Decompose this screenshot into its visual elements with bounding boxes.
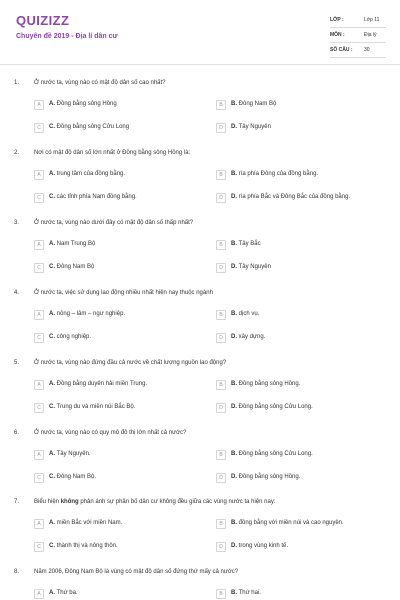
- option-text: Đồng bằng sông Hồng.: [238, 474, 301, 480]
- option-text: Đồng bằng sông Cửu Long.: [238, 404, 313, 410]
- meta-count-value: 30: [364, 47, 370, 53]
- option-letter-box: D: [216, 473, 226, 483]
- option-label: A.: [49, 590, 55, 596]
- option-label: D.: [231, 124, 237, 130]
- question-number: 5.: [14, 360, 20, 366]
- option-label: A.: [49, 311, 55, 317]
- option-text: đồng bằng với miền núi và cao nguyên.: [238, 520, 344, 526]
- option-label: D.: [231, 334, 237, 340]
- option-label: D.: [231, 474, 237, 480]
- option-letter-box: D: [216, 123, 226, 133]
- question-number: 3.: [14, 220, 20, 226]
- option-letter-box: A: [34, 310, 44, 320]
- option-text: công nghiệp.: [56, 334, 92, 340]
- question-number: 8.: [14, 569, 20, 575]
- question-2: [0, 150, 400, 214]
- question-text: Ở nước ta, vùng nào dưới đây có mật độ dân số thấp nhất?: [34, 220, 194, 226]
- question-text: [34, 499, 276, 505]
- option-label: B.: [231, 381, 237, 387]
- option-letter-box: B: [216, 170, 226, 180]
- option-letter-box: A: [34, 589, 44, 599]
- question-number: 4.: [14, 290, 20, 296]
- option-label: C.: [49, 404, 55, 410]
- option-letter-box: A: [34, 519, 44, 529]
- option-letter-box: D: [216, 263, 226, 273]
- option-text: dịch vụ.: [238, 311, 260, 317]
- option-text: Đồng bằng sông Hồng: [56, 101, 117, 107]
- option-text: Đồng bằng sông Hồng.: [238, 381, 301, 387]
- option-text: Đồng bằng sông Cửu Long.: [238, 451, 313, 457]
- option-label: C.: [49, 334, 55, 340]
- question-6: [0, 430, 400, 494]
- option-text: Trung du và miền núi Bắc Bộ.: [56, 404, 136, 410]
- option-text: trung tâm của đồng bằng.: [56, 171, 126, 177]
- option-text: xây dựng.: [238, 334, 266, 340]
- option-letter-box: C: [34, 473, 44, 483]
- option-text: các tỉnh phía Nam đồng bằng.: [56, 194, 137, 200]
- option-label: B.: [231, 520, 237, 526]
- option-label: C.: [49, 474, 55, 480]
- question-text-emphasis: không: [60, 499, 79, 505]
- option-label: D.: [231, 264, 237, 270]
- option-letter-box: A: [34, 380, 44, 390]
- option-text: nông – lâm – ngư nghiệp.: [56, 311, 126, 317]
- option-letter-box: B: [216, 450, 226, 460]
- option-text: trong vùng kinh tế.: [238, 543, 289, 549]
- option-letter-box: D: [216, 403, 226, 413]
- question-1: [0, 80, 400, 144]
- question-text-part: phản ánh sự phân bố dân cư không đều giữa các vùng nước ta hiện nay:: [78, 499, 276, 505]
- option-label: A.: [49, 171, 55, 177]
- question-number: 2.: [14, 150, 20, 156]
- option-label: A.: [49, 101, 55, 107]
- option-letter-box: C: [34, 333, 44, 343]
- option-text: Đông Nam Bộ: [238, 101, 277, 107]
- question-text: Nơi có mật độ dân số lớn nhất ở Đồng bằng sông Hồng là:: [34, 150, 191, 156]
- option-label: A.: [49, 241, 55, 247]
- meta-class-value: Lớp 11: [364, 17, 380, 23]
- option-letter-box: C: [34, 123, 44, 133]
- document-title: Chuyên đề 2019 - Địa lí dân cư: [16, 33, 118, 40]
- question-5: [0, 360, 400, 424]
- option-letter-box: D: [216, 542, 226, 552]
- option-text: Tây Nguyên: [238, 264, 271, 270]
- option-letter-box: A: [34, 450, 44, 460]
- option-letter-box: B: [216, 589, 226, 599]
- option-text: miền Bắc với miền Nam.: [56, 520, 123, 526]
- question-3: [0, 220, 400, 284]
- option-label: A.: [49, 381, 55, 387]
- option-letter-box: C: [34, 403, 44, 413]
- option-letter-box: D: [216, 193, 226, 203]
- option-label: D.: [231, 194, 237, 200]
- option-label: D.: [231, 543, 237, 549]
- question-number: 7.: [14, 499, 20, 505]
- option-text: Đồng bằng sông Cửu Long: [56, 124, 130, 130]
- option-text: Nam Trung Bộ: [56, 241, 96, 247]
- option-label: B.: [231, 311, 237, 317]
- option-text: Thứ hai.: [238, 590, 261, 596]
- option-text: Tây Nguyên.: [56, 451, 91, 457]
- option-label: C.: [49, 264, 55, 270]
- option-label: B.: [231, 171, 237, 177]
- question-number: 6.: [14, 430, 20, 436]
- option-text: thành thị và nông thôn.: [56, 543, 118, 549]
- question-text: Ở nước ta, vùng nào có quy mô đô thị lớn nhất cả nước?: [34, 430, 187, 436]
- question-text: Ở nước ta, việc sử dụng lao động nhiều nhất hiện nay thuộc ngành: [34, 290, 213, 296]
- option-letter-box: D: [216, 333, 226, 343]
- option-letter-box: C: [34, 263, 44, 273]
- option-text: Đông Nam Bộ.: [56, 474, 97, 480]
- option-text: Tây Nguyên: [238, 124, 271, 130]
- question-8: [0, 569, 400, 600]
- option-label: A.: [49, 451, 55, 457]
- option-text: rìa phía Bắc và Đông Bắc của đồng bằng.: [238, 194, 351, 200]
- option-label: B.: [231, 241, 237, 247]
- option-letter-box: B: [216, 100, 226, 110]
- option-letter-box: B: [216, 310, 226, 320]
- option-letter-box: A: [34, 100, 44, 110]
- question-text: Ở nước ta, vùng nào đứng đầu cả nước về chất lượng nguồn lao động?: [34, 360, 227, 366]
- question-number: 1.: [14, 80, 20, 86]
- option-label: D.: [231, 404, 237, 410]
- option-text: Tây Bắc: [238, 241, 261, 247]
- quizizz-logo: QUIZIZZ: [16, 13, 70, 28]
- option-label: B.: [231, 101, 237, 107]
- option-label: A.: [49, 520, 55, 526]
- option-label: B.: [231, 590, 237, 596]
- option-letter-box: B: [216, 380, 226, 390]
- option-label: C.: [49, 194, 55, 200]
- meta-subject-key: MÔN :: [330, 32, 345, 38]
- option-letter-box: A: [34, 240, 44, 250]
- option-label: C.: [49, 543, 55, 549]
- option-text: Đồng bằng duyên hải miền Trung.: [56, 381, 148, 387]
- option-text: rìa phía Đông của đồng bằng.: [238, 171, 319, 177]
- question-text: Năm 2006, Đông Nam Bộ là vùng có mật độ dân số đứng thứ mấy cả nước?: [34, 569, 239, 575]
- option-text: Đông Nam Bộ: [56, 264, 95, 270]
- meta-class-key: LỚP :: [330, 17, 344, 23]
- option-label: C.: [49, 124, 55, 130]
- question-4: [0, 290, 400, 354]
- option-letter-box: C: [34, 542, 44, 552]
- meta-count-key: SỐ CÂU :: [330, 47, 353, 53]
- option-letter-box: B: [216, 519, 226, 529]
- option-letter-box: C: [34, 193, 44, 203]
- option-label: B.: [231, 451, 237, 457]
- question-text: Ở nước ta, vùng nào có mật độ dân số cao nhất?: [34, 80, 166, 86]
- meta-subject-value: Địa lý: [364, 32, 377, 38]
- question-text-part: Biểu hiện: [34, 499, 61, 505]
- option-letter-box: B: [216, 240, 226, 250]
- option-text: Thứ ba.: [56, 590, 78, 596]
- question-7: [0, 499, 400, 563]
- option-letter-box: A: [34, 170, 44, 180]
